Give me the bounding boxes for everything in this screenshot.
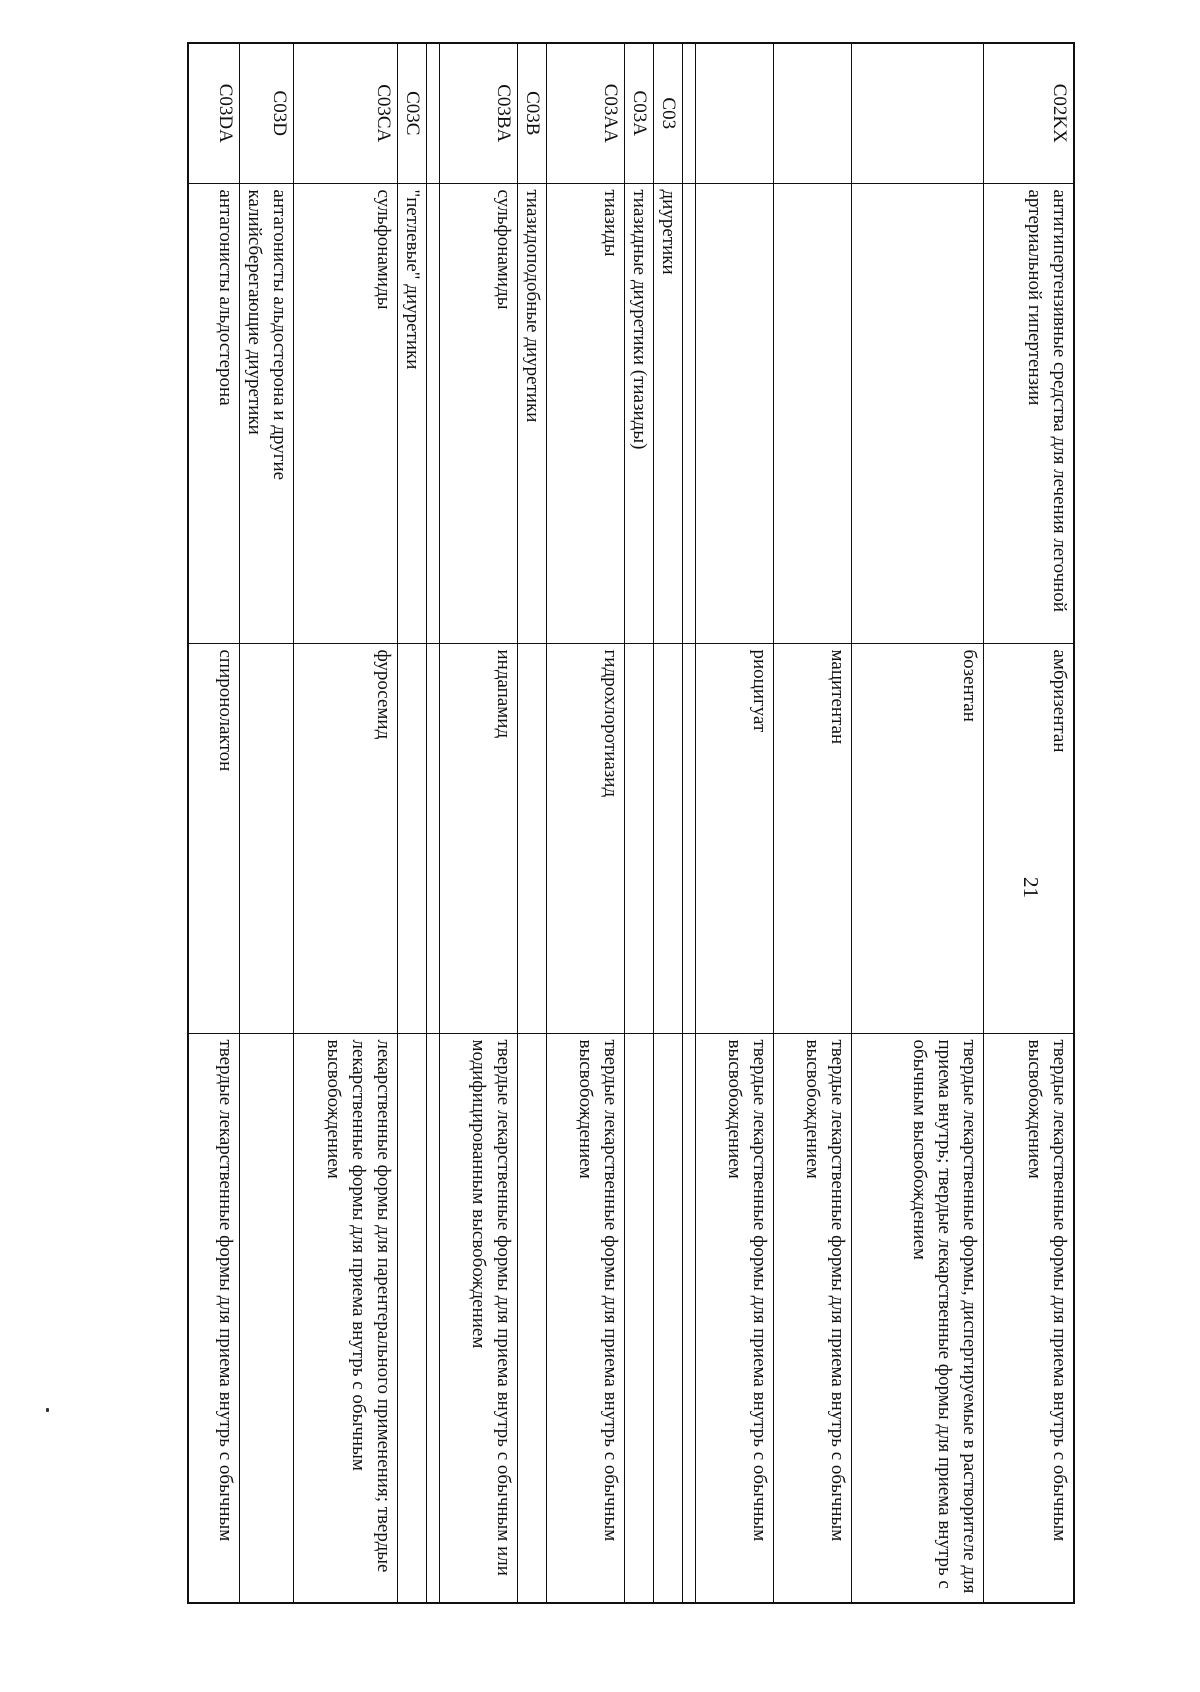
drug-name-cell: риоцигуат — [696, 643, 774, 1033]
dosage-form-cell — [654, 1033, 683, 1603]
group-name-cell: антагонисты альдостерона — [188, 183, 240, 643]
atc-code-cell — [427, 43, 440, 183]
drug-name-cell — [518, 643, 547, 1033]
drug-name-cell — [398, 643, 427, 1033]
atc-code-cell: C03DA — [188, 43, 240, 183]
table-row — [625, 43, 654, 1603]
drug-name-cell: мацитентан — [774, 643, 852, 1033]
atc-code-cell: C03D — [240, 43, 294, 183]
dosage-form-cell — [518, 1033, 547, 1603]
group-name-cell: сульфонамиды — [440, 183, 518, 643]
group-name-cell: антигипертензивные средства для лечения легочной артериальной гипертензии — [984, 183, 1074, 643]
dosage-form-cell: твердые лекарственные формы для приема внутрь с обычным высвобождением — [547, 1033, 625, 1603]
group-name-cell: тиазиды — [547, 183, 625, 643]
dosage-form-cell: лекарственные формы для парентерального применения; твердые лекарственные формы для приема внутрь с обычным высвобождением — [294, 1033, 398, 1603]
drug-name-cell: фуросемид — [294, 643, 398, 1033]
atc-code-cell: C03AA — [547, 43, 625, 183]
atc-code-cell: C03BA — [440, 43, 518, 183]
group-name-cell — [852, 183, 984, 643]
table-row — [984, 43, 1074, 1603]
atc-code-cell: C03A — [625, 43, 654, 183]
drug-name-cell: гидрохлоротиазид — [547, 643, 625, 1033]
group-name-cell: антагонисты альдостерона и другие калийсберегающие диуретики — [240, 183, 294, 643]
dosage-form-cell: твердые лекарственные формы для приема внутрь с обычным высвобождением — [984, 1033, 1074, 1603]
table-row — [188, 43, 240, 1603]
atc-code-cell — [852, 43, 984, 183]
group-name-cell — [696, 183, 774, 643]
table-row — [398, 43, 427, 1603]
atc-code-cell: C03CA — [294, 43, 398, 183]
table-row — [774, 43, 852, 1603]
group-name-cell — [427, 183, 440, 643]
drug-name-cell — [625, 643, 654, 1033]
dosage-form-cell: твердые лекарственные формы для приема внутрь с обычным высвобождением — [696, 1033, 774, 1603]
group-name-cell — [774, 183, 852, 643]
dosage-form-cell: твердые лекарственные формы, диспергируемые в растворителе для приема внутрь; твердые лекарственные формы для приема внутрь с обычным высвобождением — [852, 1033, 984, 1603]
atc-code-cell — [774, 43, 852, 183]
group-name-cell — [683, 183, 696, 643]
dosage-form-cell: твердые лекарственные формы для приема внутрь с обычным или модифицированным высвобождением — [440, 1033, 518, 1603]
group-name-cell: диуретики — [654, 183, 683, 643]
dosage-form-cell — [683, 1033, 696, 1603]
atc-code-cell: C02KX — [984, 43, 1074, 183]
group-name-cell: сульфонамиды — [294, 183, 398, 643]
drug-name-cell: спиронолактон — [188, 643, 240, 1033]
group-name-cell: "петлевые" диуретики — [398, 183, 427, 643]
table-row-blank — [683, 43, 696, 1603]
drug-name-cell — [427, 643, 440, 1033]
drug-list-table — [187, 42, 1075, 1604]
atc-code-cell — [683, 43, 696, 183]
dosage-form-cell — [398, 1033, 427, 1603]
table-row-blank — [427, 43, 440, 1603]
atc-code-cell: C03B — [518, 43, 547, 183]
group-name-cell: тиазидоподобные диуретики — [518, 183, 547, 643]
rotated-page — [165, 42, 1075, 1602]
dosage-form-cell — [625, 1033, 654, 1603]
scan-speck — [46, 1408, 49, 1412]
atc-code-cell: C03C — [398, 43, 427, 183]
drug-name-cell — [654, 643, 683, 1033]
dosage-form-cell: твердые лекарственные формы для приема внутрь с обычным высвобождением — [774, 1033, 852, 1603]
atc-code-cell: C03 — [654, 43, 683, 183]
drug-name-cell: бозентан — [852, 643, 984, 1033]
drug-name-cell — [683, 643, 696, 1033]
table-row — [654, 43, 683, 1603]
page-number: 21 — [1019, 877, 1043, 898]
group-name-cell: тиазидные диуретики (тиазиды) — [625, 183, 654, 643]
table-row — [852, 43, 984, 1603]
table-row — [547, 43, 625, 1603]
table-row — [240, 43, 294, 1603]
drug-name-cell — [240, 643, 294, 1033]
table-row — [440, 43, 518, 1603]
dosage-form-cell — [427, 1033, 440, 1603]
atc-code-cell — [696, 43, 774, 183]
dosage-form-cell — [240, 1033, 294, 1603]
drug-name-cell: амбризентан — [984, 643, 1074, 1033]
dosage-form-cell: твердые лекарственные формы для приема внутрь с обычным — [188, 1033, 240, 1603]
table-row — [294, 43, 398, 1603]
table-row — [696, 43, 774, 1603]
table-row — [518, 43, 547, 1603]
drug-name-cell: индапамид — [440, 643, 518, 1033]
